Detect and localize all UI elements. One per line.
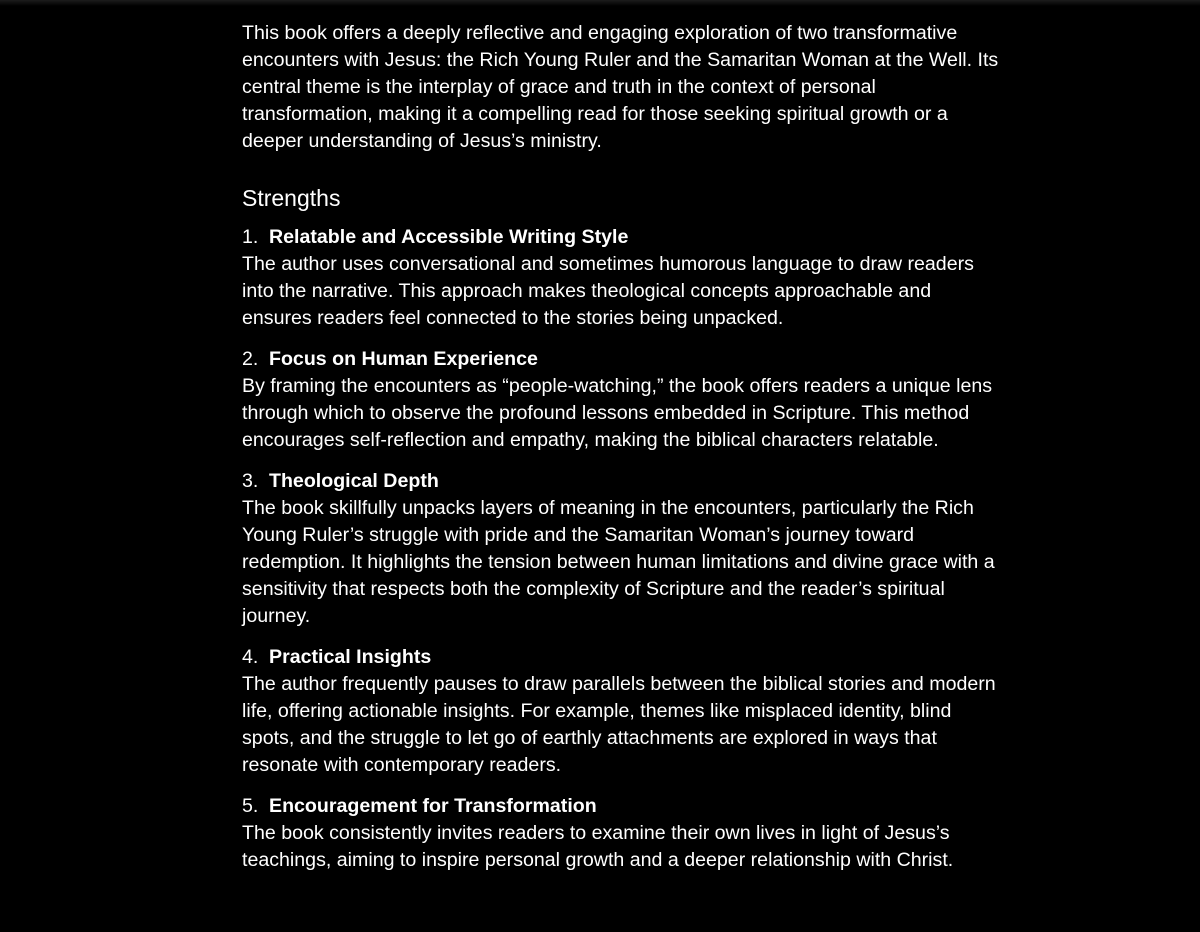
strength-item xyxy=(242,644,1002,779)
message-content xyxy=(242,20,1002,888)
strength-item-number: 5. xyxy=(242,795,259,817)
strength-item xyxy=(242,468,1002,630)
strengths-list xyxy=(242,224,1002,874)
strength-item-header xyxy=(242,468,1002,495)
strength-item-header xyxy=(242,346,1002,373)
strength-item-description: The author uses conversational and sometimes humorous language to draw readers into the narrative. This approach makes theological concepts approachable and ensures readers feel connected to the stories being unpacked. xyxy=(242,253,974,329)
strength-item-description: By framing the encounters as “people-watching,” the book offers readers a unique lens through which to observe the profound lessons embedded in Scripture. This method encourages self-reflection and empathy, making the biblical characters relatable. xyxy=(242,375,993,451)
strength-item-title: Relatable and Accessible Writing Style xyxy=(269,226,629,248)
strength-item-header xyxy=(242,793,1002,820)
strength-item-title: Focus on Human Experience xyxy=(269,348,538,370)
strength-item xyxy=(242,224,1002,332)
strength-item-title: Encouragement for Transformation xyxy=(269,795,597,817)
strength-item-title: Theological Depth xyxy=(269,470,439,492)
strength-item-header xyxy=(242,644,1002,671)
strengths-heading: Strengths xyxy=(242,185,341,211)
strength-item-description: The author frequently pauses to draw parallels between the biblical stories and modern life, offering actionable insights. For example, themes like misplaced identity, blind spots, and the struggle to let go of earthly attachments are explored in ways that resonate with contemporary readers. xyxy=(242,673,996,776)
intro-paragraph: This book offers a deeply reflective and engaging exploration of two transformative encounters with Jesus: the Rich Young Ruler and the Samaritan Woman at the Well. Its central theme is the interplay of grace and truth in the context of personal transformation, making it a compelling read for those seeking spiritual growth or a deeper understanding of Jesus’s ministry. xyxy=(242,22,999,152)
strength-item-number: 1. xyxy=(242,226,259,248)
strength-item-description: The book skillfully unpacks layers of meaning in the encounters, particularly the Rich Young Ruler’s struggle with pride and the Samaritan Woman’s journey toward redemption. It highlights the tension between human limitations and divine grace with a sensitivity that respects both the complexity of Scripture and the reader’s spiritual journey. xyxy=(242,497,995,627)
strength-item-number: 2. xyxy=(242,348,259,370)
strength-item xyxy=(242,346,1002,454)
strength-item-header xyxy=(242,224,1002,251)
strength-item xyxy=(242,793,1002,874)
strength-item-number: 4. xyxy=(242,646,259,668)
strength-item-number: 3. xyxy=(242,470,259,492)
strength-item-title: Practical Insights xyxy=(269,646,432,668)
top-edge-shadow xyxy=(0,0,1200,6)
strength-item-description: The book consistently invites readers to examine their own lives in light of Jesus’s teachings, aiming to inspire personal growth and a deeper relationship with Christ. xyxy=(242,822,954,871)
